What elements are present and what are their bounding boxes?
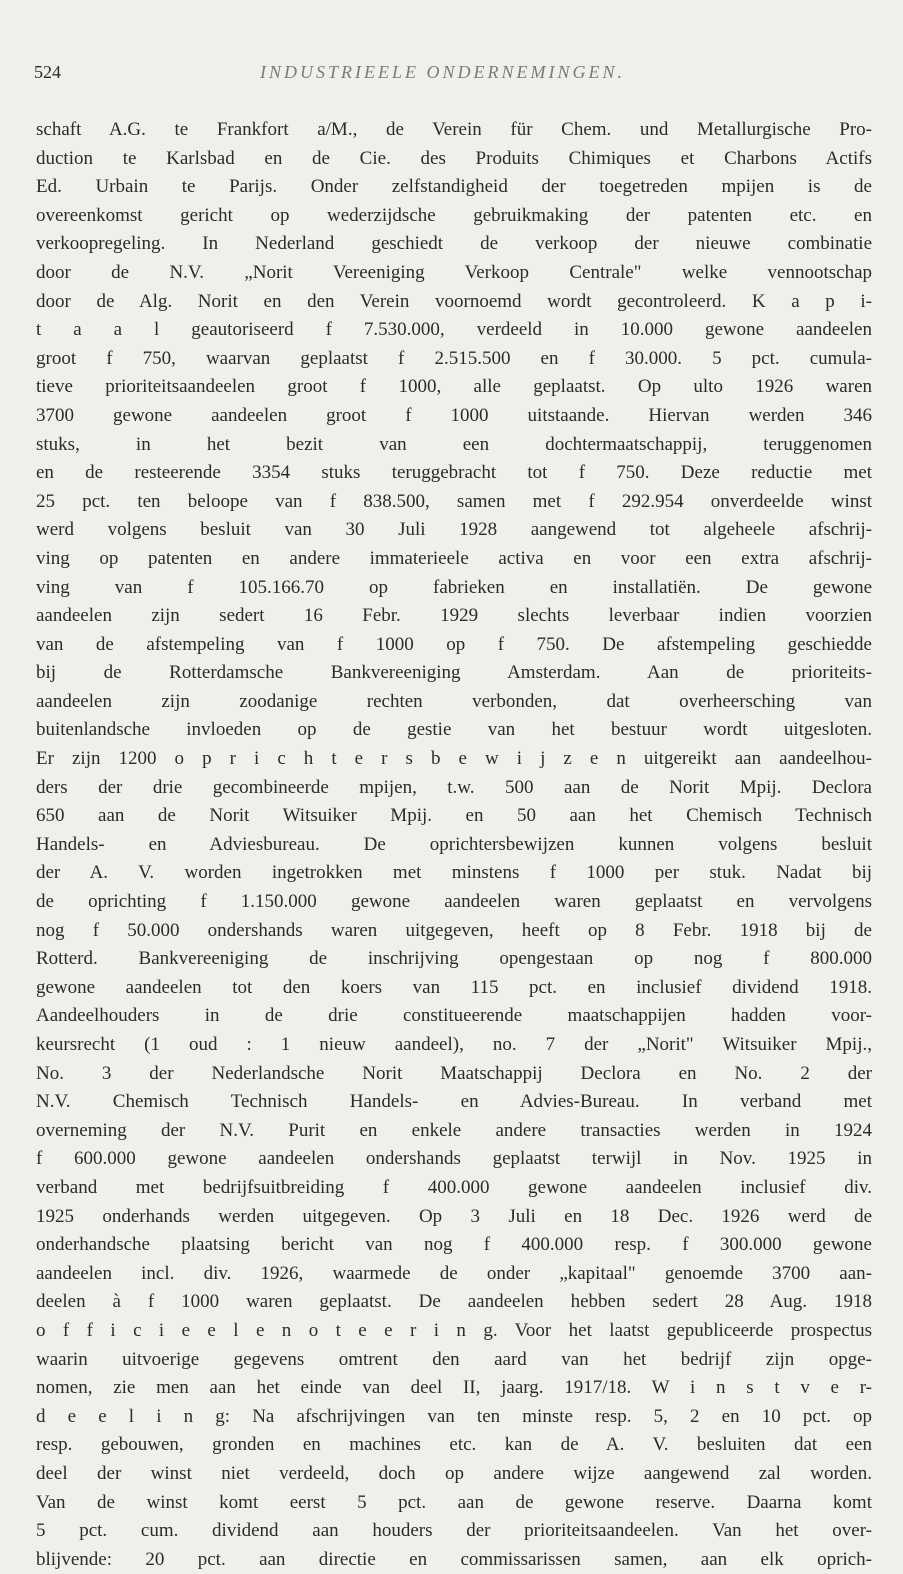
text-line: onderhandsche plaatsing bericht van nog f 400.000 resp. f 300.000 gewone [36, 1234, 872, 1256]
text-line: ders der drie gecombineerde mpijen, t.w. 500 aan de Norit Mpij. Declora [36, 776, 872, 798]
text-line: ving van f 105.166.70 op fabrieken en installatiën. De gewone [36, 576, 872, 598]
text-line: Van de winst komt eerst 5 pct. aan de gewone reserve. Daarna komt [36, 1491, 872, 1513]
text-line: Ed. Urbain te Parijs. Onder zelfstandigheid der toegetreden mpijen is de [36, 176, 872, 198]
text-line: 3700 gewone aandeelen groot f 1000 uitstaande. Hiervan werden 346 [36, 404, 872, 426]
text-line: t a a l geautoriseerd f 7.530.000, verdeeld in 10.000 gewone aandeelen [36, 319, 872, 341]
text-line: 5 pct. cum. dividend aan houders der prioriteitsaandeelen. Van het over- [36, 1520, 872, 1542]
text-line: Rotterd. Bankvereeniging de inschrijving opengestaan op nog f 800.000 [36, 948, 872, 970]
text-line: stuks, in het bezit van een dochtermaatschappij, teruggenomen [36, 433, 872, 455]
text-line: van de afstempeling van f 1000 op f 750. De afstempeling geschiedde [36, 633, 872, 655]
text-line: 1925 onderhands werden uitgegeven. Op 3 Juli en 18 Dec. 1926 werd de [36, 1205, 872, 1227]
text-line: No. 3 der Nederlandsche Norit Maatschappij Declora en No. 2 der [36, 1062, 872, 1084]
text-line: deelen à f 1000 waren geplaatst. De aandeelen hebben sedert 28 Aug. 1918 [36, 1291, 872, 1313]
text-line: aandeelen zijn sedert 16 Febr. 1929 slechts leverbaar indien voorzien [36, 605, 872, 627]
text-line: overeenkomst gericht op wederzijdsche gebruikmaking der patenten etc. en [36, 204, 872, 226]
text-line: overneming der N.V. Purit en enkele andere transacties werden in 1924 [36, 1119, 872, 1141]
text-line: deel der winst niet verdeeld, doch op andere wijze aangewend zal worden. [36, 1462, 872, 1484]
text-line: door de N.V. „Norit Vereeniging Verkoop Centrale" welke vennootschap [36, 261, 872, 283]
text-line: Aandeelhouders in de drie constitueerende maatschappijen hadden voor- [36, 1005, 872, 1027]
text-line: gewone aandeelen tot den koers van 115 pct. en inclusief dividend 1918. [36, 976, 872, 998]
text-line: verkoopregeling. In Nederland geschiedt de verkoop der nieuwe combinatie [36, 233, 872, 255]
text-line: door de Alg. Norit en den Verein voornoemd wordt gecontroleerd. K a p i- [36, 290, 872, 312]
text-line: groot f 750, waarvan geplaatst f 2.515.500 en f 30.000. 5 pct. cumula- [36, 347, 872, 369]
text-line: resp. gebouwen, gronden en machines etc. kan de A. V. besluiten dat een [36, 1434, 872, 1456]
text-line: duction te Karlsbad en de Cie. des Produits Chimiques et Charbons Actifs [36, 147, 872, 169]
text-line: aandeelen zijn zoodanige rechten verbonden, dat overheersching van [36, 690, 872, 712]
page-number: 524 [34, 62, 61, 82]
text-line: waarin uitvoerige gegevens omtrent den aard van het bedrijf zijn opge- [36, 1348, 872, 1370]
text-line: aandeelen incl. div. 1926, waarmede de onder „kapitaal" genoemde 3700 aan- [36, 1262, 872, 1284]
text-line: tieve prioriteitsaandeelen groot f 1000, alle geplaatst. Op ulto 1926 waren [36, 376, 872, 398]
text-line: blijvende: 20 pct. aan directie en commissarissen samen, aan elk oprich- [36, 1548, 872, 1570]
text-line: nog f 50.000 ondershands waren uitgegeven, heeft op 8 Febr. 1918 bij de [36, 919, 872, 941]
text-line: schaft A.G. te Frankfort a/M., de Verein für Chem. und Metallurgische Pro- [36, 119, 872, 140]
body-text [36, 116, 872, 1574]
text-line: nomen, zie men aan het einde van deel II, jaarg. 1917/18. W i n s t v e r- [36, 1377, 872, 1399]
text-line: 25 pct. ten beloope van f 838.500, samen met f 292.954 onverdeelde winst [36, 490, 872, 512]
text-line: de oprichting f 1.150.000 gewone aandeelen waren geplaatst en vervolgens [36, 891, 872, 913]
page-header [34, 62, 870, 90]
text-line: en de resteerende 3354 stuks teruggebracht tot f 750. Deze reductie met [36, 462, 872, 484]
text-line: Er zijn 1200 o p r i c h t e r s b e w i j z e n uitgereikt aan aandeelhou- [36, 748, 872, 770]
text-line: Handels- en Adviesbureau. De oprichtersbewijzen kunnen volgens besluit [36, 833, 872, 855]
text-line: bij de Rotterdamsche Bankvereeniging Amsterdam. Aan de prioriteits- [36, 662, 872, 684]
text-line: keursrecht (1 oud : 1 nieuw aandeel), no. 7 der „Norit" Witsuiker Mpij., [36, 1034, 872, 1055]
text-line: buitenlandsche invloeden op de gestie van het bestuur wordt uitgesloten. [36, 719, 872, 741]
running-title: INDUSTRIEELE ONDERNEMINGEN. [260, 62, 625, 82]
text-line: o f f i c i e e l e n o t e e r i n g. Voor het laatst gepubliceerde prospectus [36, 1319, 872, 1341]
text-line: d e e l i n g: Na afschrijvingen van ten minste resp. 5, 2 en 10 pct. op [36, 1405, 872, 1427]
text-line: der A. V. worden ingetrokken met minstens f 1000 per stuk. Nadat bij [36, 862, 872, 884]
text-line: N.V. Chemisch Technisch Handels- en Advies-Bureau. In verband met [36, 1091, 872, 1113]
text-line: ving op patenten en andere immaterieele activa en voor een extra afschrij- [36, 547, 872, 569]
text-line: verband met bedrijfsuitbreiding f 400.000 gewone aandeelen inclusief div. [36, 1176, 872, 1198]
text-line: werd volgens besluit van 30 Juli 1928 aangewend tot algeheele afschrij- [36, 519, 872, 541]
text-line: f 600.000 gewone aandeelen ondershands geplaatst terwijl in Nov. 1925 in [36, 1148, 872, 1170]
text-line: 650 aan de Norit Witsuiker Mpij. en 50 aan het Chemisch Technisch [36, 805, 872, 827]
